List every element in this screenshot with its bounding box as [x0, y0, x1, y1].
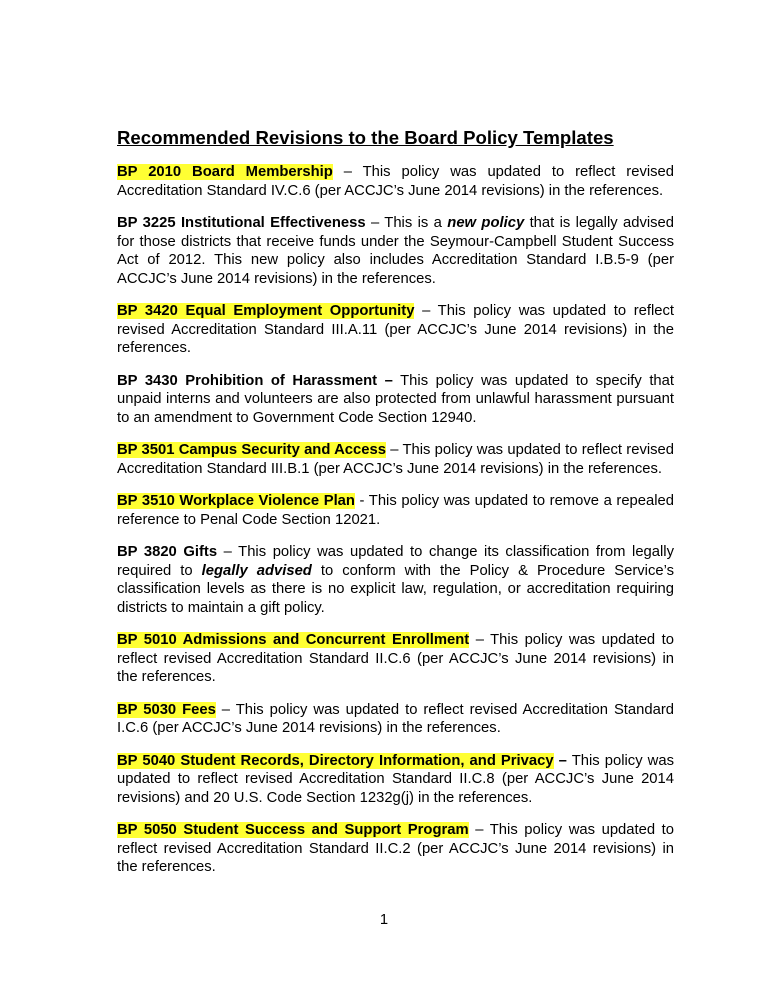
policy-description: This policy was updated to specify that unpaid interns and volunteers are also protected from unlawful harassment pursuant to an amendment to Government Code Section 12940.: [117, 372, 674, 426]
page-number: 1: [379, 912, 389, 928]
policy-description: – This policy was updated to reflect revised Accreditation Standard II.C.2 (per ACCJC’s June 2014 revisions) in the references.: [117, 822, 674, 875]
policy-code: BP 3430 Prohibition of Harassment –: [117, 372, 393, 389]
policy-code: BP 3225 Institutional Effectiveness: [117, 215, 366, 231]
policy-description: - This policy was updated to remove a repealed reference to Penal Code Section 12021.: [117, 493, 674, 528]
policy-description: – This policy was updated to reflect revised Accreditation Standard IV.C.6 (per ACCJC’s June 2014 revisions) in the references.: [117, 164, 674, 199]
policy-description: – This policy was updated to change its classification from legally required to: [117, 544, 674, 579]
policy-description: – This policy was updated to reflect revised Accreditation Standard III.A.11 (per ACCJC’s June 2014 revisions) in the references.: [117, 303, 675, 356]
policy-code: BP 3510 Workplace Violence Plan: [117, 493, 355, 509]
policy-code: BP 5010 Admissions and Concurrent Enrollment: [117, 632, 470, 648]
policy-emphasis: legally advised: [201, 562, 312, 579]
policy-emphasis: new policy: [447, 215, 525, 231]
revision-entry-bp3510: [117, 492, 674, 529]
policy-description-continued: to conform with the Policy & Procedure Service’s classification levels as there is no explicit law, regulation, or accreditation requiring districts to maintain a gift policy.: [117, 562, 674, 616]
policy-code: BP 2010 Board Membership: [117, 164, 333, 180]
revision-entry-bp5030: [117, 701, 674, 738]
revision-entry-bp5010: [117, 631, 674, 687]
policy-code: BP 3501 Campus Security and Access: [117, 442, 386, 458]
revision-entry-bp5050: [117, 821, 674, 877]
revision-entry-bp2010: [117, 163, 674, 200]
policy-description: – This policy was updated to reflect revised Accreditation Standard II.C.6 (per ACCJC’s June 2014 revisions) in the references.: [117, 632, 674, 685]
policy-description: – This is a: [365, 215, 448, 231]
revision-entry-bp3420: [117, 302, 674, 358]
policy-description-continued: that is legally advised for those districts that receive funds under the Seymour-Campbell Student Success Act of 2012. This new policy also includes Accreditation Standard I.B.5-9 (per ACCJC’s June 2014 revisions) in the references.: [117, 215, 675, 287]
revision-entry-bp3430: [117, 372, 674, 428]
policy-code-suffix: –: [553, 752, 567, 769]
policy-code: BP 5030 Fees: [117, 701, 216, 718]
document-title: Recommended Revisions to the Board Policy Templates: [117, 127, 614, 148]
policy-code: BP 3420 Equal Employment Opportunity: [117, 303, 415, 319]
policy-code: BP 5050 Student Success and Support Program: [117, 822, 469, 838]
revision-list: [117, 163, 674, 891]
policy-description: This policy was updated to reflect revised Accreditation Standard II.C.8 (per ACCJC’s June 2014 revisions) and 20 U.S. Code Section 1232g(j) in the references.: [117, 752, 674, 806]
revision-entry-bp3501: [117, 441, 674, 478]
policy-code: BP 3820 Gifts: [117, 544, 218, 560]
policy-description: – This policy was updated to reflect revised Accreditation Standard I.C.6 (per ACCJC’s June 2014 revisions) in the references.: [117, 701, 674, 736]
revision-entry-bp3820: [117, 543, 674, 617]
policy-code: BP 5040 Student Records, Directory Information, and Privacy: [117, 752, 554, 769]
revision-entry-bp3225: [117, 214, 674, 288]
policy-description: – This policy was updated to reflect revised Accreditation Standard III.B.1 (per ACCJC’s June 2014 revisions) in the references.: [117, 442, 674, 477]
revision-entry-bp5040: [117, 752, 674, 808]
